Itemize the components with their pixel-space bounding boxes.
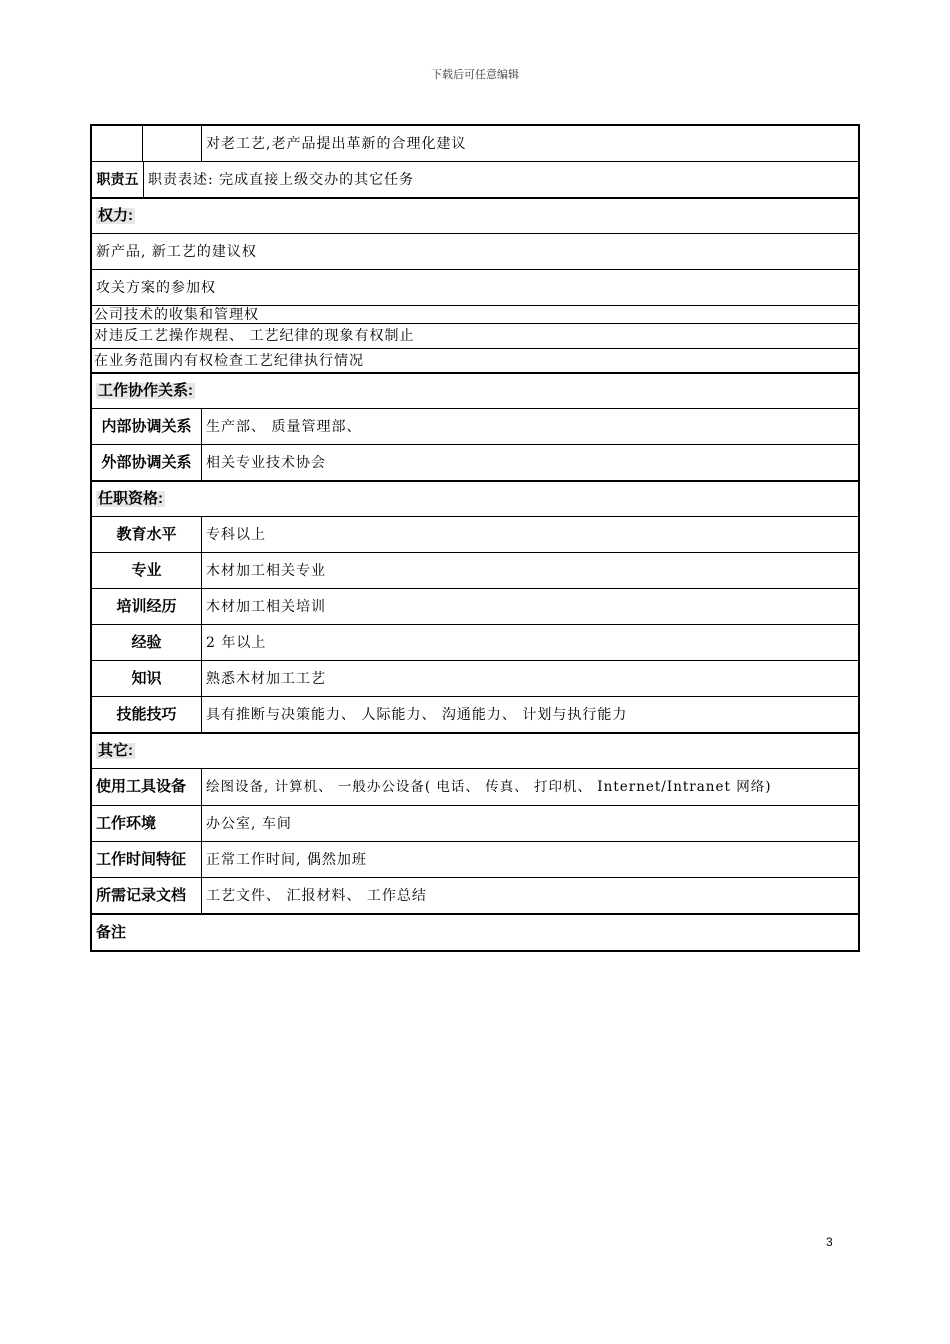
other-title-row — [92, 734, 858, 769]
remarks-title: 备注 — [96, 923, 127, 941]
authority-item-row — [92, 324, 858, 349]
relation-label: 外部协调关系 — [101, 453, 192, 471]
other-title: 其它: — [98, 742, 133, 759]
authority-item-row — [92, 306, 858, 324]
other-row — [92, 769, 858, 806]
qualification-row — [92, 625, 858, 661]
qualification-value: 木材加工相关专业 — [201, 553, 858, 588]
other-label: 所需记录文档 — [96, 886, 187, 904]
qualifications-title: 任职资格: — [98, 490, 163, 507]
relations-title-row — [92, 374, 858, 409]
other-value: 绘图设备, 计算机、 一般办公设备( 电话、 传真、 打印机、 Internet/Intranet 网络) — [201, 769, 858, 805]
duty5-text: 职责表述: 完成直接上级交办的其它任务 — [143, 162, 858, 197]
authority-item-row — [92, 349, 858, 374]
qualification-value: 具有推断与决策能力、 人际能力、 沟通能力、 计划与执行能力 — [201, 697, 858, 732]
qualification-label: 教育水平 — [116, 525, 177, 543]
empty-cell — [92, 126, 142, 161]
other-row — [92, 842, 858, 878]
qualification-row — [92, 517, 858, 553]
duty-item-text: 对老工艺,老产品提出革新的合理化建议 — [201, 126, 858, 161]
duty5-row — [92, 162, 858, 199]
authority-item: 公司技术的收集和管理权 — [94, 306, 259, 323]
authority-item: 对违反工艺操作规程、 工艺纪律的现象有权制止 — [94, 328, 415, 344]
other-row — [92, 806, 858, 842]
qualification-row — [92, 553, 858, 589]
qualification-label: 专业 — [131, 561, 162, 579]
authority-item: 新产品, 新工艺的建议权 — [96, 243, 257, 260]
other-value: 办公室, 车间 — [201, 806, 858, 841]
qualification-row — [92, 697, 858, 734]
relations-row — [92, 409, 858, 445]
relation-label: 内部协调关系 — [101, 417, 192, 435]
qualification-value: 专科以上 — [201, 517, 858, 552]
page-number: 3 — [826, 1235, 833, 1249]
qualification-label: 技能技巧 — [116, 705, 177, 723]
qualification-value: 熟悉木材加工工艺 — [201, 661, 858, 696]
duty-continuation-row — [92, 126, 858, 162]
qualification-row — [92, 661, 858, 697]
empty-cell — [142, 126, 201, 161]
relation-value: 生产部、 质量管理部、 — [201, 409, 858, 444]
qualification-label: 经验 — [131, 633, 162, 651]
qualification-value: 木材加工相关培训 — [201, 589, 858, 624]
authority-item-row — [92, 270, 858, 306]
authority-item: 在业务范围内有权检查工艺纪律执行情况 — [94, 352, 364, 369]
other-value: 正常工作时间, 偶然加班 — [201, 842, 858, 877]
qualification-label: 培训经历 — [116, 597, 177, 615]
other-label: 工作时间特征 — [96, 850, 187, 868]
other-row — [92, 878, 858, 915]
qualification-value: 2 年以上 — [201, 625, 858, 660]
relations-row — [92, 445, 858, 482]
relation-value: 相关专业技术协会 — [201, 445, 858, 480]
other-value: 工艺文件、 汇报材料、 工作总结 — [201, 878, 858, 913]
qualification-row — [92, 589, 858, 625]
header-note: 下载后可任意编辑 — [431, 68, 519, 81]
qualifications-title-row — [92, 482, 858, 517]
other-label: 使用工具设备 — [96, 778, 187, 795]
authority-title: 权力: — [98, 207, 133, 224]
authority-item: 攻关方案的参加权 — [96, 279, 216, 296]
qualification-label: 知识 — [131, 669, 162, 687]
authority-title-row — [92, 199, 858, 234]
job-description-table — [90, 124, 860, 952]
authority-item-row — [92, 234, 858, 270]
other-label: 工作环境 — [96, 814, 157, 832]
relations-title: 工作协作关系: — [98, 382, 193, 399]
duty5-label: 职责五 — [96, 171, 139, 187]
remarks-row — [92, 915, 858, 950]
